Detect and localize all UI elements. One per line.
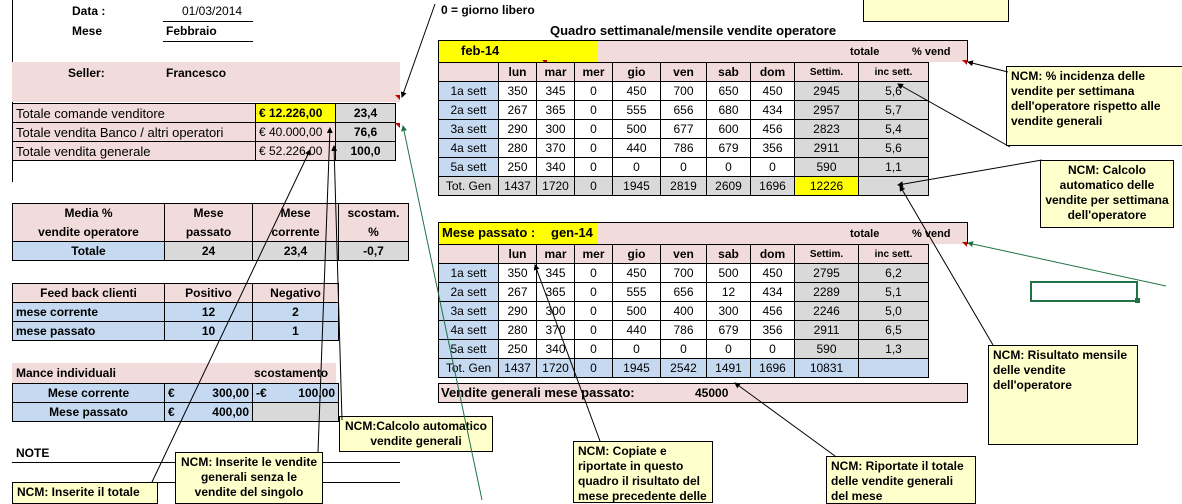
data-value[interactable]: 01/03/2014 <box>182 4 243 18</box>
comment-risultato[interactable]: NCM: Risultato mensile delle vendite dell'operatore <box>988 345 1138 445</box>
day-value[interactable]: 500 <box>613 302 661 321</box>
feedback-cell[interactable]: 10 <box>165 322 253 341</box>
currency-sign: € <box>165 384 179 403</box>
day-header: sab <box>707 63 751 82</box>
week-label: 1a sett <box>439 82 499 101</box>
total-value: 1945 <box>613 359 661 378</box>
total-value: 0 <box>575 177 613 196</box>
day-value[interactable]: 680 <box>707 101 751 120</box>
day-value[interactable]: 456 <box>751 302 795 321</box>
week-total: 2945 <box>795 82 859 101</box>
day-header: mar <box>537 63 575 82</box>
day-header: gio <box>613 63 661 82</box>
totale-label: totale <box>850 228 880 240</box>
total-value: 1696 <box>751 177 795 196</box>
day-value[interactable]: 0 <box>707 158 751 177</box>
arrow <box>735 383 835 456</box>
day-value[interactable]: 0 <box>575 101 613 120</box>
week-total: 2823 <box>795 120 859 139</box>
arrow <box>535 265 600 441</box>
legend-text: 0 = giorno libero <box>441 3 535 17</box>
day-value[interactable]: 0 <box>575 120 613 139</box>
day-value[interactable]: 280 <box>499 139 537 158</box>
week-label: 3a sett <box>439 302 499 321</box>
day-value[interactable]: 555 <box>613 283 661 302</box>
day-value[interactable]: 0 <box>575 283 613 302</box>
week-label: 2a sett <box>439 101 499 120</box>
feedback-header: Negativo <box>253 284 339 303</box>
day-value[interactable]: 370 <box>537 321 575 340</box>
week-total: 2911 <box>795 139 859 158</box>
day-value[interactable]: 0 <box>575 302 613 321</box>
total-value: 1696 <box>751 359 795 378</box>
settim-header: Settim. <box>795 63 859 82</box>
feedback-cell: mese corrente <box>13 303 165 322</box>
day-value[interactable]: 280 <box>499 321 537 340</box>
week-label: 2a sett <box>439 283 499 302</box>
mance-scost: 100,00 <box>271 384 339 403</box>
comment-incidenza[interactable]: NCM: % incidenza delle vendite per settimana dell'operatore rispetto alle vendite generali <box>1006 66 1182 146</box>
day-value[interactable]: 500 <box>613 120 661 139</box>
day-header: mer <box>575 245 613 264</box>
day-value[interactable]: 250 <box>499 340 537 359</box>
day-value[interactable]: 0 <box>575 82 613 101</box>
day-value[interactable]: 365 <box>537 101 575 120</box>
day-value[interactable]: 500 <box>707 264 751 283</box>
totals-value[interactable]: € 40.000,00 <box>256 123 336 142</box>
total-value: 1945 <box>613 177 661 196</box>
totale-label: totale <box>850 46 880 58</box>
day-value[interactable]: 290 <box>499 120 537 139</box>
day-value[interactable]: 0 <box>575 139 613 158</box>
day-header: ven <box>661 63 707 82</box>
day-value[interactable]: 440 <box>613 321 661 340</box>
mance-label: Mese passato <box>13 403 165 422</box>
arrow <box>334 146 342 420</box>
day-value[interactable]: 450 <box>613 82 661 101</box>
day-value[interactable]: 656 <box>661 283 707 302</box>
day-value[interactable]: 555 <box>613 101 661 120</box>
settim-header: Settim. <box>795 245 859 264</box>
total-value: 2609 <box>707 177 751 196</box>
arrow <box>900 186 993 345</box>
day-value[interactable]: 456 <box>751 120 795 139</box>
arrow <box>402 4 435 97</box>
week-total: 590 <box>795 340 859 359</box>
week-total: 2289 <box>795 283 859 302</box>
comment-inserite-generali[interactable]: NCM: Inserite le vendite generali senza le vendite del singolo <box>175 452 323 504</box>
feedback-cell[interactable]: 2 <box>253 303 339 322</box>
day-value[interactable]: 0 <box>613 340 661 359</box>
grand-total: 10831 <box>795 359 859 378</box>
currency-sign: -€ <box>253 384 271 403</box>
general-value[interactable]: 45000 <box>695 386 729 400</box>
total-value: 1491 <box>707 359 751 378</box>
mese-label: Mese <box>72 24 103 38</box>
feedback-cell: mese passato <box>13 322 165 341</box>
week-label: 1a sett <box>439 264 499 283</box>
feedback-cell[interactable]: 1 <box>253 322 339 341</box>
day-value[interactable]: 0 <box>751 158 795 177</box>
day-value[interactable]: 677 <box>661 120 707 139</box>
total-value: 2542 <box>661 359 707 378</box>
week-pct: 5,4 <box>859 120 929 139</box>
day-header: lun <box>499 245 537 264</box>
day-value[interactable]: 700 <box>661 264 707 283</box>
week-pct: 5,6 <box>859 139 929 158</box>
day-header: dom <box>751 245 795 264</box>
day-value[interactable]: 450 <box>613 264 661 283</box>
week-total: 590 <box>795 158 859 177</box>
day-value[interactable]: 0 <box>613 158 661 177</box>
total-value: 1720 <box>537 359 575 378</box>
arrow <box>318 128 330 452</box>
day-value[interactable]: 786 <box>661 139 707 158</box>
week-pct: 1,3 <box>859 340 929 359</box>
week-pct: 1,1 <box>859 158 929 177</box>
mance-scost-label: scostamento <box>254 366 329 380</box>
total-value: 2819 <box>661 177 707 196</box>
day-header: gio <box>613 245 661 264</box>
day-value[interactable]: 0 <box>661 340 707 359</box>
day-header: lun <box>499 63 537 82</box>
day-value[interactable]: 350 <box>499 82 537 101</box>
day-value[interactable]: 350 <box>499 264 537 283</box>
data-label: Data : <box>72 4 106 18</box>
day-value[interactable]: 656 <box>661 101 707 120</box>
arrow <box>968 62 1008 72</box>
day-value[interactable]: 300 <box>707 302 751 321</box>
incsett-header: inc sett. <box>859 63 929 82</box>
mance-label: Mese corrente <box>13 384 165 403</box>
feedback-header: Feed back clienti <box>13 284 165 303</box>
week-label: 4a sett <box>439 321 499 340</box>
total-value: 0 <box>575 359 613 378</box>
day-value[interactable]: 370 <box>537 139 575 158</box>
totals-value: € 52.226,00 <box>256 142 336 161</box>
seller-label: Seller: <box>68 66 105 80</box>
week-total: 2246 <box>795 302 859 321</box>
media-header: corrente <box>253 223 339 242</box>
day-value[interactable]: 450 <box>751 264 795 283</box>
feedback-cell[interactable]: 12 <box>165 303 253 322</box>
media-header: passato <box>165 223 253 242</box>
day-value[interactable]: 0 <box>575 321 613 340</box>
day-value[interactable]: 0 <box>575 340 613 359</box>
comment-inserite-totale[interactable]: NCM: Inserite il totale <box>12 482 158 504</box>
day-value[interactable]: 0 <box>661 158 707 177</box>
day-header: mer <box>575 63 613 82</box>
week-label: 5a sett <box>439 158 499 177</box>
week-pct: 6,5 <box>859 321 929 340</box>
day-value[interactable]: 290 <box>499 302 537 321</box>
pvend-label: % vend <box>912 228 951 240</box>
day-value[interactable]: 356 <box>751 321 795 340</box>
totals-pct: 23,4 <box>336 104 396 123</box>
comment-copiate[interactable]: NCM: Copiate e riportate in questo quadro il risultato del mese precedente delle <box>573 441 713 503</box>
day-value[interactable]: 450 <box>751 82 795 101</box>
day-value[interactable]: 679 <box>707 321 751 340</box>
note-label: NOTE <box>16 446 50 460</box>
arrow <box>898 84 1010 147</box>
totals-label: Totale vendita Banco / altri operatori <box>13 123 256 142</box>
day-value[interactable]: 679 <box>707 139 751 158</box>
pvend-label: % vend <box>912 46 951 58</box>
arrow <box>968 243 1166 286</box>
day-value[interactable]: 267 <box>499 101 537 120</box>
arrow <box>403 126 482 500</box>
totals-pct: 76,6 <box>336 123 396 142</box>
media-cell: -0,7 <box>339 242 409 261</box>
total-label: Tot. Gen <box>439 359 499 378</box>
media-header: Media % <box>13 204 165 223</box>
total-value: 1720 <box>537 177 575 196</box>
media-header: Mese <box>253 204 339 223</box>
feedback-header: Positivo <box>165 284 253 303</box>
media-header: Mese <box>165 204 253 223</box>
week-label: 3a sett <box>439 120 499 139</box>
week-pct: 5,6 <box>859 82 929 101</box>
arrow <box>152 150 310 482</box>
day-value[interactable]: 356 <box>751 139 795 158</box>
week-total: 2795 <box>795 264 859 283</box>
totals-label: Totale comande venditore <box>13 104 256 123</box>
mance-value[interactable]: 400,00 <box>179 403 253 422</box>
media-cell: Totale <box>13 242 165 261</box>
incsett-header: inc sett. <box>859 245 929 264</box>
media-cell: 23,4 <box>253 242 339 261</box>
comment-riportate[interactable]: NCM: Riportate il totale delle vendite generali del mese <box>826 456 976 504</box>
day-value[interactable]: 0 <box>707 340 751 359</box>
general-label: Vendite generali mese passato: <box>441 385 635 400</box>
day-value[interactable]: 345 <box>537 82 575 101</box>
day-value[interactable]: 700 <box>661 82 707 101</box>
prev-month[interactable]: gen-14 <box>551 225 593 240</box>
week-total: 2911 <box>795 321 859 340</box>
day-value[interactable]: 0 <box>575 264 613 283</box>
mese-value[interactable]: Febbraio <box>166 24 217 38</box>
media-cell: 24 <box>165 242 253 261</box>
day-value[interactable]: 250 <box>499 158 537 177</box>
comment-calcolo-generali[interactable]: NCM:Calcolo automatico vendite generali <box>339 416 493 452</box>
day-value[interactable]: 650 <box>707 82 751 101</box>
arrow <box>898 160 1042 185</box>
week-pct: 5,7 <box>859 101 929 120</box>
day-value[interactable]: 365 <box>537 283 575 302</box>
day-value[interactable]: 434 <box>751 283 795 302</box>
mance-value[interactable]: 300,00 <box>179 384 253 403</box>
seller-value[interactable]: Francesco <box>166 66 227 80</box>
week-label: 4a sett <box>439 139 499 158</box>
mance-title: Mance individuali <box>16 366 117 380</box>
day-value[interactable]: 0 <box>751 340 795 359</box>
day-header: sab <box>707 245 751 264</box>
week-pct: 6,2 <box>859 264 929 283</box>
week-pct: 5,0 <box>859 302 929 321</box>
day-value[interactable]: 300 <box>537 302 575 321</box>
main-title: Quadro settimanale/mensile vendite operatore <box>550 23 837 38</box>
prev-label: Mese passato : <box>442 225 536 240</box>
day-value[interactable]: 786 <box>661 321 707 340</box>
day-value[interactable]: 267 <box>499 283 537 302</box>
day-value[interactable]: 400 <box>661 302 707 321</box>
day-value[interactable]: 440 <box>613 139 661 158</box>
day-value[interactable]: 345 <box>537 264 575 283</box>
currency-sign: € <box>165 403 179 422</box>
day-value[interactable]: 12 <box>707 283 751 302</box>
total-label: Tot. Gen <box>439 177 499 196</box>
day-value[interactable]: 340 <box>537 158 575 177</box>
media-header: vendite operatore <box>13 223 165 242</box>
day-header: mar <box>537 245 575 264</box>
day-value[interactable]: 300 <box>537 120 575 139</box>
day-value[interactable]: 434 <box>751 101 795 120</box>
comment-calcolo-settimana[interactable]: NCM: Calcolo automatico delle vendite per settimana dell'operatore <box>1040 160 1174 228</box>
week-total: 2957 <box>795 101 859 120</box>
total-value: 1437 <box>499 359 537 378</box>
totals-label: Totale vendita generale <box>13 142 256 161</box>
day-header: dom <box>751 63 795 82</box>
totals-pct: 100,0 <box>336 142 396 161</box>
total-value: 1437 <box>499 177 537 196</box>
media-header: % <box>339 223 409 242</box>
grand-total: 12226 <box>795 177 859 196</box>
day-header: ven <box>661 245 707 264</box>
media-header: scostam. <box>339 204 409 223</box>
current-month[interactable]: feb-14 <box>461 43 500 58</box>
day-value[interactable]: 0 <box>575 158 613 177</box>
day-value[interactable]: 600 <box>707 120 751 139</box>
totals-value[interactable]: € 12.226,00 <box>256 104 336 123</box>
day-value[interactable]: 340 <box>537 340 575 359</box>
week-pct: 5,1 <box>859 283 929 302</box>
week-label: 5a sett <box>439 340 499 359</box>
